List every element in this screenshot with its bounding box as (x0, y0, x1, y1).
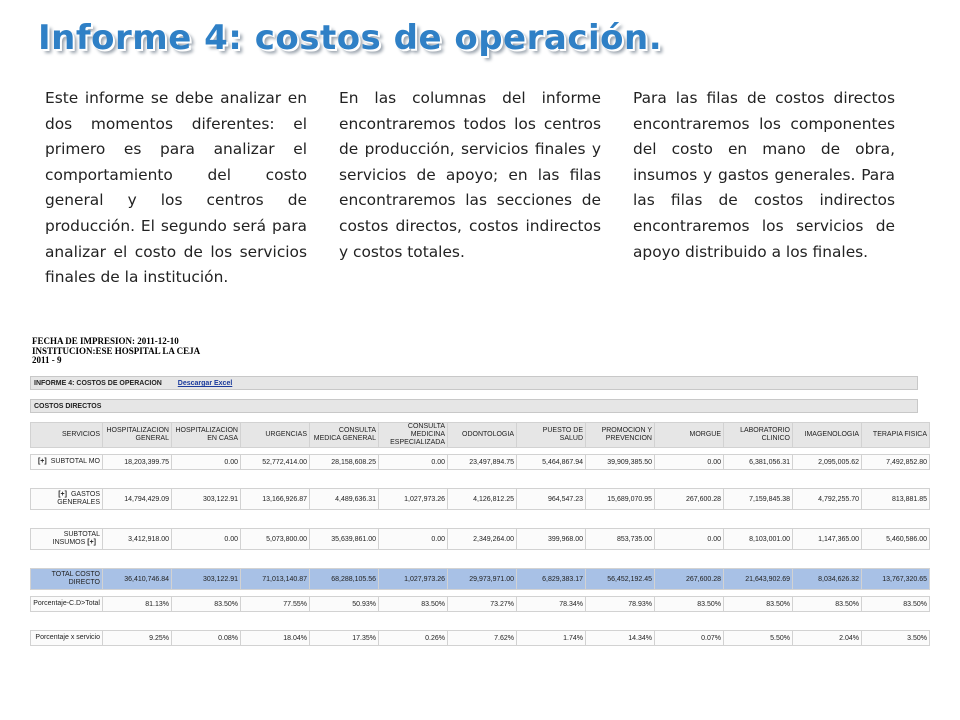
table-cell: 83.50% (793, 597, 862, 612)
section-title: COSTOS DIRECTOS (34, 403, 102, 410)
table-cell: 83.50% (379, 597, 448, 612)
column-header: MORGUE (655, 423, 724, 448)
print-date: FECHA DE IMPRESION: 2011-12-10 (32, 336, 179, 346)
table-cell: 0.00 (172, 529, 241, 550)
table-cell: 14,794,429.09 (103, 489, 172, 510)
table-cell: 2.04% (793, 631, 862, 646)
table-cell: 267,600.28 (655, 489, 724, 510)
table-row-total-costo-directo (31, 569, 930, 590)
table-cell: 399,968.00 (517, 529, 586, 550)
table-cell: 6,381,056.31 (724, 455, 793, 470)
table-cell: 0.00 (379, 455, 448, 470)
expand-toggle[interactable]: [+] (58, 491, 67, 498)
table-cell: 8,103,001.00 (724, 529, 793, 550)
table-cell: 71,013,140.87 (241, 569, 310, 590)
table-cell: 8,034,626.32 (793, 569, 862, 590)
row-label: SUBTOTAL MO (50, 458, 100, 465)
table-cell: 13,767,320.65 (862, 569, 930, 590)
table-cell: 0.00 (655, 529, 724, 550)
table-cell: 0.00 (379, 529, 448, 550)
table-cell: 1.74% (517, 631, 586, 646)
column-header: CONSULTA MEDICA GENERAL (310, 423, 379, 448)
column-header: IMAGENOLOGIA (793, 423, 862, 448)
table-cell: 83.50% (862, 597, 930, 612)
column-header: PROMOCION Y PREVENCION (586, 423, 655, 448)
report-header (32, 337, 200, 366)
table-cell: 83.50% (724, 597, 793, 612)
table-cell: 2,095,005.62 (793, 455, 862, 470)
table-cell: 4,126,812.25 (448, 489, 517, 510)
table-cell: 7.62% (448, 631, 517, 646)
table-cell: 14.34% (586, 631, 655, 646)
row-label: SUBTOTAL INSUMOS (52, 531, 100, 546)
table-cell: 83.50% (172, 597, 241, 612)
column-header: URGENCIAS (241, 423, 310, 448)
table-cell: 6,829,383.17 (517, 569, 586, 590)
intro-paragraph: Este informe se debe analizar en dos momentos diferentes: el primero es para analizar el comportamiento del costo general y los centros de producción. El segundo será para analizar el costo de los servicios finales de la institución. (45, 89, 307, 287)
table-cell: 9.25% (103, 631, 172, 646)
table-cell: 29,973,971.00 (448, 569, 517, 590)
table-cell: 7,492,852.80 (862, 455, 930, 470)
report-title-bar (30, 376, 918, 390)
download-excel-link[interactable]: Descargar Excel (177, 380, 233, 387)
table-cell: 3.50% (862, 631, 930, 646)
table-cell: 78.93% (586, 597, 655, 612)
table-cell: 21,643,902.69 (724, 569, 793, 590)
table-cell: 0.07% (655, 631, 724, 646)
column-header: HOSPITALIZACION GENERAL (103, 423, 172, 448)
table-cell: 267,600.28 (655, 569, 724, 590)
table-cell: 78.34% (517, 597, 586, 612)
table-cell: 73.27% (448, 597, 517, 612)
table-cell: 81.13% (103, 597, 172, 612)
column-header: TERAPIA FISICA (862, 423, 930, 448)
expand-toggle[interactable]: [+] (87, 539, 96, 546)
table-cell: 15,689,070.95 (586, 489, 655, 510)
table-cell: 5,073,800.00 (241, 529, 310, 550)
column-header: ODONTOLOGIA (448, 423, 517, 448)
slide-title: Informe 4: costos de operación. (38, 18, 663, 58)
table-cell: 3,412,918.00 (103, 529, 172, 550)
table-cell: 28,158,608.25 (310, 455, 379, 470)
report-title: INFORME 4: COSTOS DE OPERACION (34, 380, 162, 387)
table-cell: 0.26% (379, 631, 448, 646)
table-cell: 52,772,414.00 (241, 455, 310, 470)
column-header: LABORATORIO CLINICO (724, 423, 793, 448)
expand-toggle[interactable]: [+] (37, 458, 47, 465)
table-cell: 77.55% (241, 597, 310, 612)
table-cell: 813,881.85 (862, 489, 930, 510)
table-cell: 2,349,264.00 (448, 529, 517, 550)
table-cell: 17.35% (310, 631, 379, 646)
table-cell: 5,464,867.94 (517, 455, 586, 470)
table-cell: 1,027,973.26 (379, 489, 448, 510)
report-panel (30, 376, 927, 646)
table-cell: 56,452,192.45 (586, 569, 655, 590)
row-label: Porcentaje x servicio (31, 631, 103, 646)
table-cell: 5.50% (724, 631, 793, 646)
table-cell: 0.00 (655, 455, 724, 470)
row-label: TOTAL COSTO DIRECTO (31, 569, 103, 590)
table-cell: 4,489,636.31 (310, 489, 379, 510)
column-header: HOSPITALIZACION EN CASA (172, 423, 241, 448)
column-header: PUESTO DE SALUD (517, 423, 586, 448)
table-cell: 18.04% (241, 631, 310, 646)
table-cell: 13,166,926.87 (241, 489, 310, 510)
table-cell: 303,122.91 (172, 569, 241, 590)
table-cell: 68,288,105.56 (310, 569, 379, 590)
table-cell: 39,909,385.50 (586, 455, 655, 470)
column-header: CONSULTA MEDICINA ESPECIALIZADA (379, 423, 448, 448)
costs-table (30, 422, 930, 646)
row-label: GASTOS GENERALES (57, 491, 100, 506)
column-header: SERVICIOS (31, 423, 103, 448)
report-period: 2011 - 9 (32, 355, 62, 365)
table-row-subtotal-insumos (31, 529, 930, 550)
institution-name: INSTITUCION:ESE HOSPITAL LA CEJA (32, 345, 201, 356)
table-cell: 5,460,586.00 (862, 529, 930, 550)
rows-paragraph: Para las filas de costos directos encontraremos los componentes del costo en mano de obra, insumos y gastos generales. Para las filas de costos indirectos encontraremos los servicios de apoyo distribuido a los finales. (633, 89, 895, 261)
table-cell: 1,147,365.00 (793, 529, 862, 550)
table-header-row (31, 423, 930, 448)
table-cell: 23,497,894.75 (448, 455, 517, 470)
table-cell: 0.08% (172, 631, 241, 646)
section-bar (30, 399, 918, 413)
table-row-porcentaje-servicio (31, 631, 930, 646)
table-cell: 303,122.91 (172, 489, 241, 510)
table-row-gastos-generales (31, 489, 930, 510)
table-cell: 1,027,973.26 (379, 569, 448, 590)
table-cell: 853,735.00 (586, 529, 655, 550)
table-cell: 36,410,746.84 (103, 569, 172, 590)
columns-paragraph: En las columnas del informe encontraremos todos los centros de producción, servicios finales y servicios de apoyo; en las filas encontraremos las secciones de costos directos, costos indirectos y costos totales. (339, 89, 601, 261)
table-row-porcentaje-cd-total (31, 597, 930, 612)
table-cell: 83.50% (655, 597, 724, 612)
table-cell: 7,159,845.38 (724, 489, 793, 510)
table-cell: 18,203,399.75 (103, 455, 172, 470)
table-cell: 50.93% (310, 597, 379, 612)
table-row-subtotal-mo (31, 455, 930, 470)
table-cell: 964,547.23 (517, 489, 586, 510)
table-cell: 35,639,861.00 (310, 529, 379, 550)
table-cell: 4,792,255.70 (793, 489, 862, 510)
row-label: Porcentaje-C.D>Total (31, 597, 103, 612)
table-cell: 0.00 (172, 455, 241, 470)
